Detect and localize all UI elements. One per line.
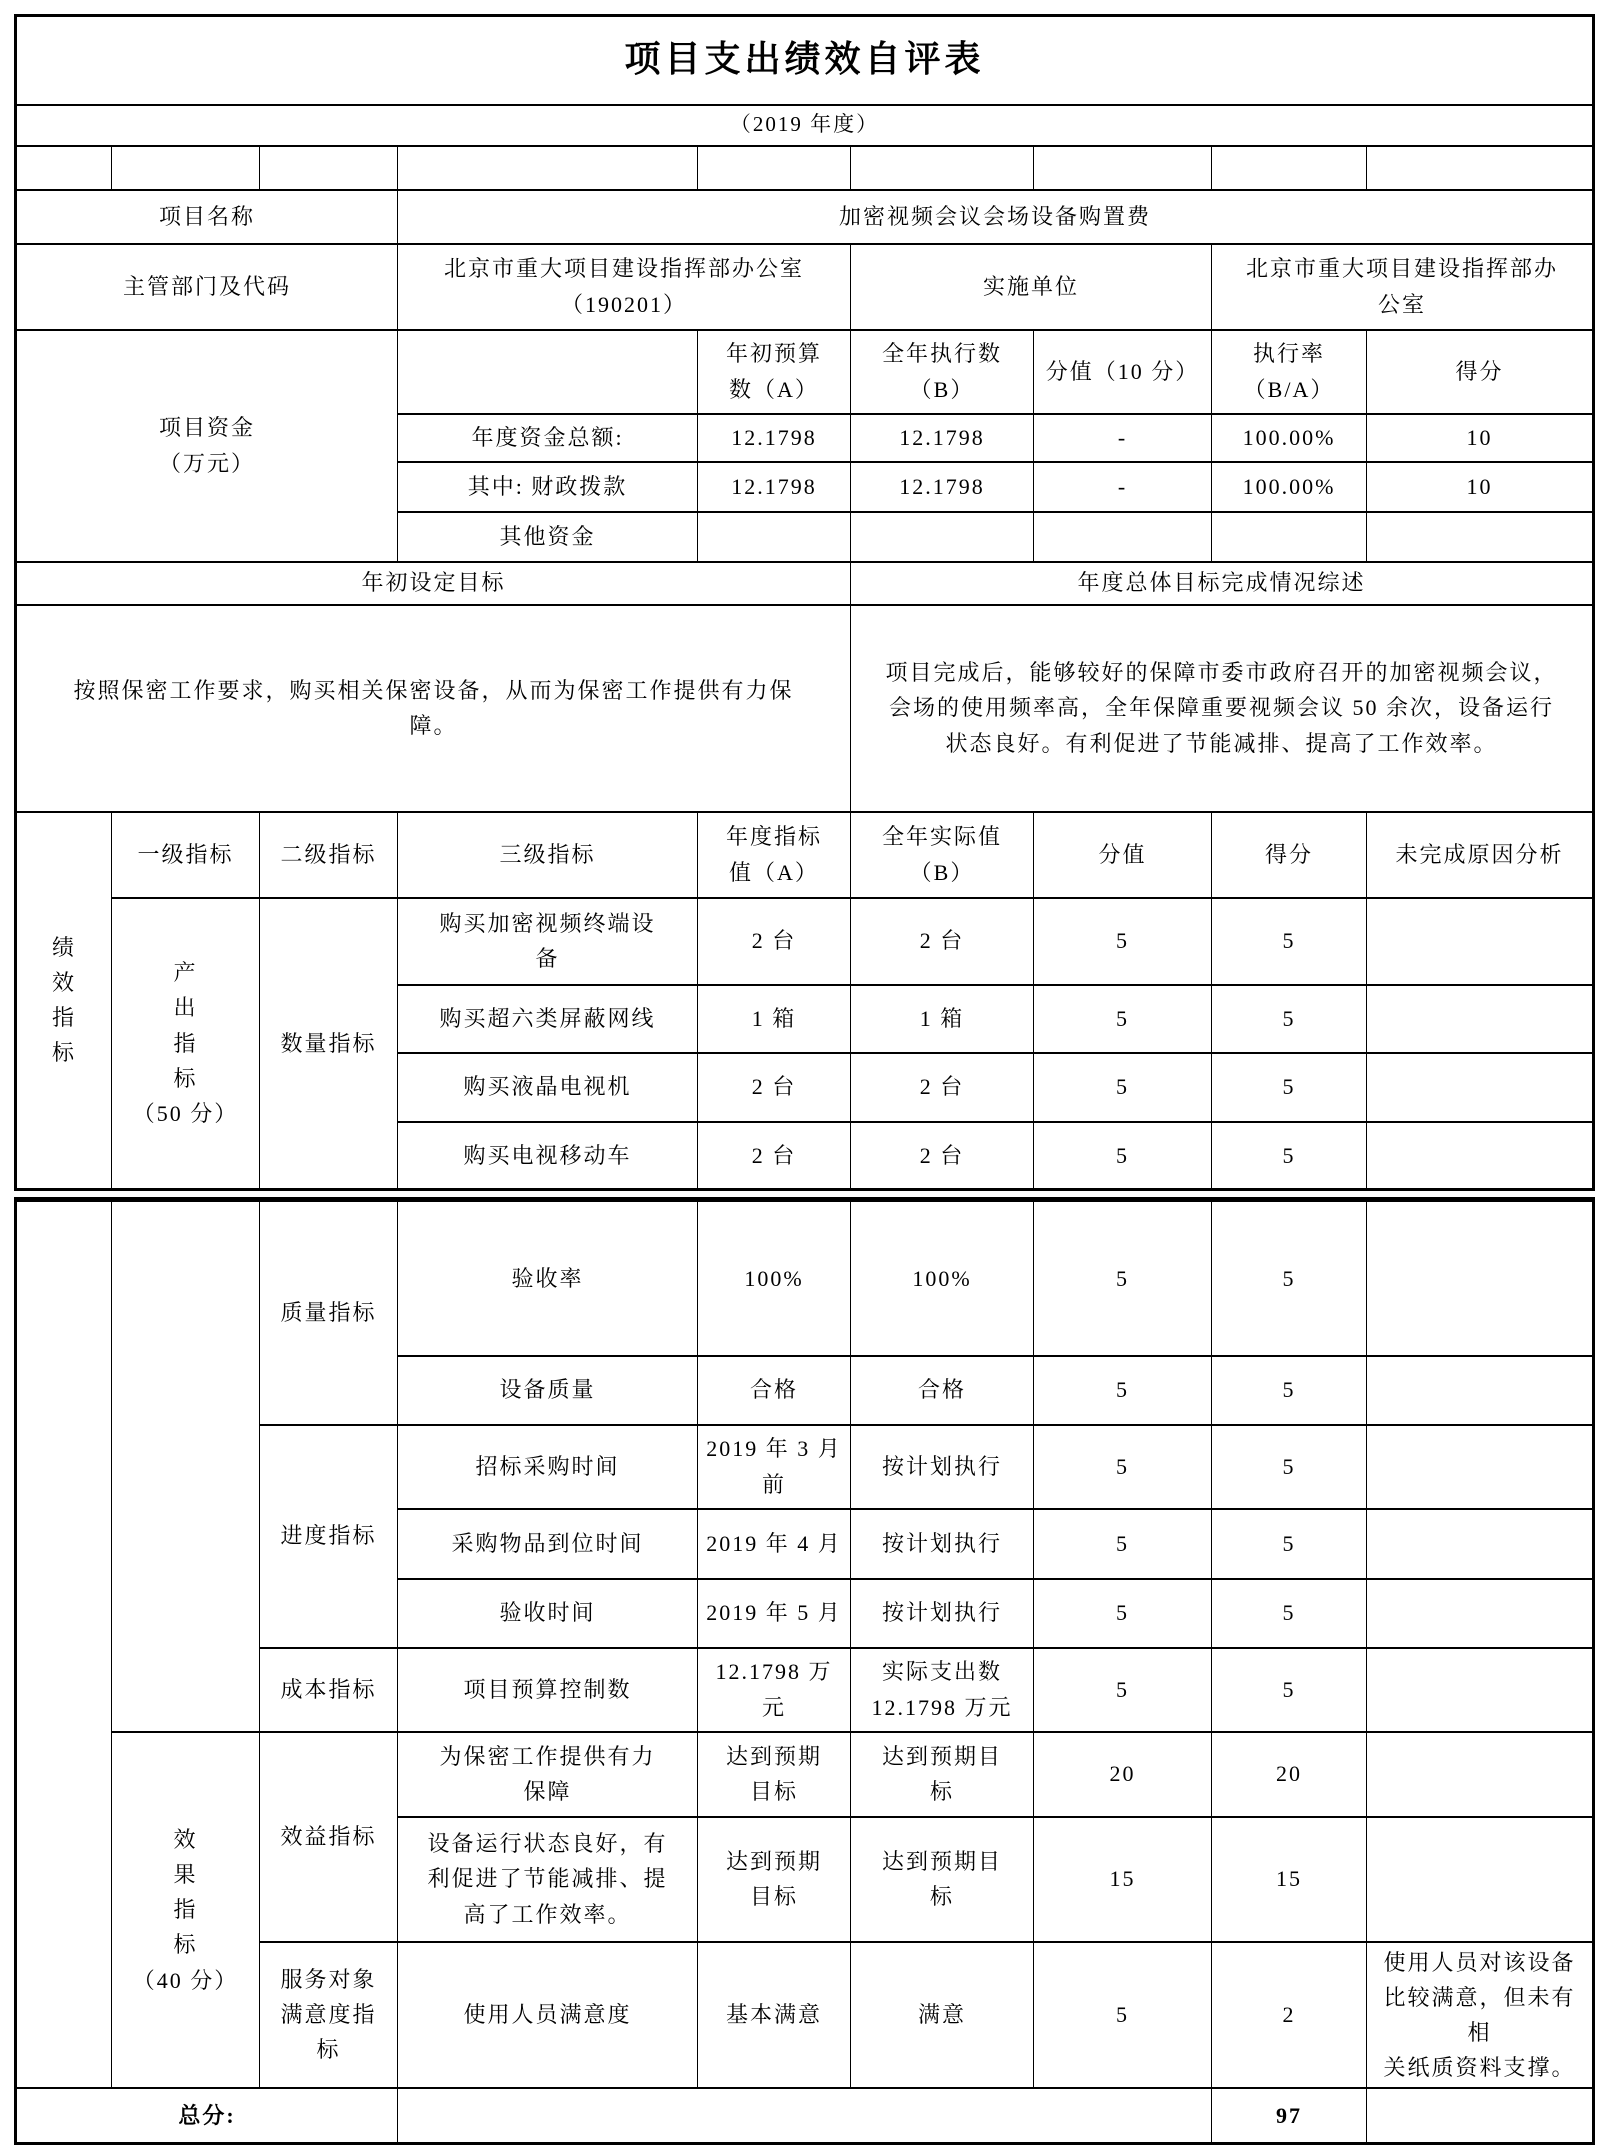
target-cell: 12.1798 万 元 [698,1648,851,1732]
reason-cell [1367,1817,1594,1942]
indicator-name-cell: 验收率 [398,1200,698,1356]
budget-cell: 12.1798 [698,462,851,512]
funding-row-label: 年度资金总额: [398,414,698,462]
value-cell: 5 [1034,1648,1212,1732]
score-cell: 5 [1212,1425,1367,1509]
header-score: 得分 [1212,812,1367,898]
score-cell: 5 [1212,985,1367,1053]
actual-cell: 按计划执行 [851,1425,1034,1509]
actual-cell: 1 箱 [851,985,1034,1053]
total-score-label: 总分: [16,2088,398,2143]
total-score-row [16,2088,1594,2143]
progress-indicator-label: 进度指标 [260,1425,398,1648]
value-cell: 15 [1034,1817,1212,1942]
reason-cell [1367,1648,1594,1732]
empty-cell [698,146,851,190]
indicator-name-cell: 购买液晶电视机 [398,1053,698,1122]
overall-goal-header: 年度总体目标完成情况综述 [851,562,1594,605]
satisfaction-indicator-label: 服务对象 满意度指 标 [260,1942,398,2089]
indicator-header-row [16,812,1594,898]
project-name-value: 加密视频会议会场设备购置费 [398,190,1594,244]
indicator-row [16,1200,1594,1356]
empty-cell [16,146,112,190]
project-funding-label: 项目资金 （万元） [16,330,398,562]
header-target: 年度指标 值（A） [698,812,851,898]
self-evaluation-table-page2 [14,1197,1595,2145]
initial-goal-text: 按照保密工作要求，购买相关保密设备，从而为保密工作提供有力保 障。 [16,605,851,812]
reason-cell [1367,1425,1594,1509]
quality-indicator-label: 质量指标 [260,1200,398,1425]
year-subtitle: （2019 年度） [16,105,1594,146]
score-cell: 10 [1367,462,1594,512]
output-indicator-label: 产 出 指 标 （50 分） [112,898,260,1190]
score-cell: 2 [1212,1942,1367,2089]
value-cell: 5 [1034,1579,1212,1648]
empty-cell [1212,146,1367,190]
score-cell: 5 [1212,1356,1367,1425]
reason-cell [1367,1732,1594,1817]
funding-header-rate: 执行率 （B/A） [1212,330,1367,414]
indicator-name-cell: 使用人员满意度 [398,1942,698,2089]
value-cell: - [1034,414,1212,462]
target-cell: 2019 年 4 月 [698,1509,851,1579]
value-cell: 5 [1034,898,1212,985]
score-cell [1367,512,1594,562]
funding-row-label: 其他资金 [398,512,698,562]
executed-cell: 12.1798 [851,414,1034,462]
header-level1: 一级指标 [112,812,260,898]
reason-cell [1367,985,1594,1053]
empty-cell [260,146,398,190]
indicator-name-cell: 招标采购时间 [398,1425,698,1509]
value-cell: 5 [1034,1356,1212,1425]
effect-indicator-label: 效 果 指 标 （40 分） [112,1732,260,2089]
score-cell: 5 [1212,1509,1367,1579]
empty-cell [398,2088,1212,2143]
target-cell: 2019 年 5 月 [698,1579,851,1648]
indicator-name-cell: 购买超六类屏蔽网线 [398,985,698,1053]
implementing-unit-value: 北京市重大项目建设指挥部办 公室 [1212,244,1594,330]
indicator-name-cell: 购买电视移动车 [398,1122,698,1190]
score-cell: 10 [1367,414,1594,462]
funding-row-label: 其中: 财政拨款 [398,462,698,512]
budget-cell [698,512,851,562]
actual-cell: 满意 [851,1942,1034,2089]
target-cell: 2 台 [698,1122,851,1190]
actual-cell: 按计划执行 [851,1579,1034,1648]
target-cell: 达到预期 目标 [698,1817,851,1942]
empty-grid-row [16,146,1594,190]
empty-cell [1367,2088,1594,2143]
reason-cell [1367,898,1594,985]
overall-goal-text: 项目完成后，能够较好的保障市委市政府召开的加密视频会议， 会场的使用频率高，全年保障重要视频会议 50 余次，设备运行 状态良好。有利促进了节能减排、提高了工作效率。 [851,605,1594,812]
value-cell: 5 [1034,1200,1212,1356]
empty-cell [112,146,260,190]
reason-cell [1367,1200,1594,1356]
actual-cell: 2 台 [851,1122,1034,1190]
target-cell: 100% [698,1200,851,1356]
benefit-indicator-label: 效益指标 [260,1732,398,1942]
target-cell: 达到预期 目标 [698,1732,851,1817]
header-actual: 全年实际值 （B） [851,812,1034,898]
score-cell: 5 [1212,1122,1367,1190]
cost-indicator-label: 成本指标 [260,1648,398,1732]
header-reason: 未完成原因分析 [1367,812,1594,898]
empty-cell [398,330,698,414]
value-cell: 5 [1034,1509,1212,1579]
score-cell: 5 [1212,1579,1367,1648]
actual-cell: 合格 [851,1356,1034,1425]
value-cell: 5 [1034,1053,1212,1122]
level1-continuation-cell [112,1200,260,1732]
indicator-name-cell: 项目预算控制数 [398,1648,698,1732]
indicator-name-cell: 购买加密视频终端设 备 [398,898,698,985]
indicator-name-cell: 采购物品到位时间 [398,1509,698,1579]
score-cell: 5 [1212,1053,1367,1122]
indicator-name-cell: 设备运行状态良好，有 利促进了节能减排、提 高了工作效率。 [398,1817,698,1942]
value-cell [1034,512,1212,562]
value-cell: 5 [1034,985,1212,1053]
funding-header-value: 分值（10 分） [1034,330,1212,414]
rate-cell [1212,512,1367,562]
reason-cell [1367,1122,1594,1190]
performance-indicator-side-label: 绩 效 指 标 [16,812,112,1190]
indicator-name-cell: 为保密工作提供有力 保障 [398,1732,698,1817]
actual-cell: 2 台 [851,1053,1034,1122]
value-cell: 5 [1034,1425,1212,1509]
empty-cell [398,146,698,190]
score-cell: 5 [1212,898,1367,985]
rate-cell: 100.00% [1212,462,1367,512]
reason-cell [1367,1509,1594,1579]
target-cell: 2 台 [698,898,851,985]
actual-cell: 2 台 [851,898,1034,985]
header-level3: 三级指标 [398,812,698,898]
indicator-row [16,1732,1594,1817]
score-cell: 20 [1212,1732,1367,1817]
reason-cell [1367,1356,1594,1425]
self-evaluation-table-page1 [14,14,1595,1191]
actual-cell: 达到预期目 标 [851,1732,1034,1817]
score-cell: 5 [1212,1200,1367,1356]
target-cell: 合格 [698,1356,851,1425]
empty-cell [1367,146,1594,190]
reason-cell [1367,1053,1594,1122]
document-title: 项目支出绩效自评表 [16,16,1594,105]
score-cell: 15 [1212,1817,1367,1942]
target-cell: 1 箱 [698,985,851,1053]
header-value: 分值 [1034,812,1212,898]
reason-cell: 使用人员对该设备 比较满意，但未有相 关纸质资料支撑。 [1367,1942,1594,2089]
empty-cell [851,146,1034,190]
quantity-indicator-label: 数量指标 [260,898,398,1190]
header-level2: 二级指标 [260,812,398,898]
actual-cell: 按计划执行 [851,1509,1034,1579]
target-cell: 2019 年 3 月 前 [698,1425,851,1509]
target-cell: 基本满意 [698,1942,851,2089]
total-score-value: 97 [1212,2088,1367,2143]
target-cell: 2 台 [698,1053,851,1122]
value-cell: 5 [1034,1942,1212,2089]
indicator-row [16,898,1594,985]
funding-header-score: 得分 [1367,330,1594,414]
funding-header-budget: 年初预算 数（A） [698,330,851,414]
executed-cell: 12.1798 [851,462,1034,512]
indicator-name-cell: 设备质量 [398,1356,698,1425]
dept-code-label: 主管部门及代码 [16,244,398,330]
project-name-label: 项目名称 [16,190,398,244]
value-cell: - [1034,462,1212,512]
score-cell: 5 [1212,1648,1367,1732]
actual-cell: 100% [851,1200,1034,1356]
implementing-unit-label: 实施单位 [851,244,1212,330]
empty-cell [1034,146,1212,190]
executed-cell [851,512,1034,562]
funding-header-executed: 全年执行数 （B） [851,330,1034,414]
side-continuation-cell [16,1200,112,2089]
budget-cell: 12.1798 [698,414,851,462]
indicator-name-cell: 验收时间 [398,1579,698,1648]
initial-goal-header: 年初设定目标 [16,562,851,605]
value-cell: 20 [1034,1732,1212,1817]
actual-cell: 达到预期目 标 [851,1817,1034,1942]
dept-code-value: 北京市重大项目建设指挥部办公室 （190201） [398,244,851,330]
reason-cell [1367,1579,1594,1648]
value-cell: 5 [1034,1122,1212,1190]
rate-cell: 100.00% [1212,414,1367,462]
actual-cell: 实际支出数 12.1798 万元 [851,1648,1034,1732]
